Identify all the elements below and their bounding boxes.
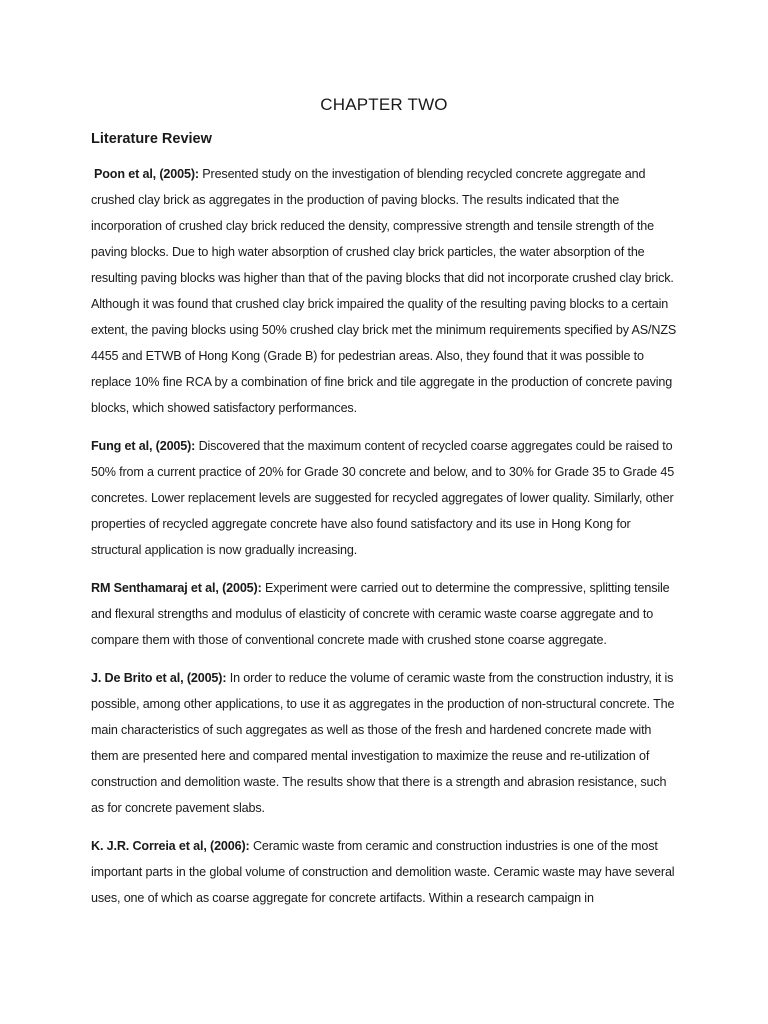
paragraph-text: In order to reduce the volume of ceramic waste from the construction industry, it is possible, among other applications, to use it as aggregates in the production of non-structural concrete. The main characteristics of such aggregates as well as those of the fresh and hardened concrete made with them are presented here and compared mental investigation to maximize the reuse and re-utilization of construction and demolition waste. The results show that there is a strength and abrasion resistance, such as for concrete pavement slabs. xyxy=(91,671,675,815)
paragraph-text: Discovered that the maximum content of recycled coarse aggregates could be raised to 50% from a current practice of 20% for Grade 30 concrete and below, and to 30% for Grade 35 to Grade 45 concretes. Lower replacement levels are suggested for recycled aggregates of lower quality. Similarly, other properties of recycled aggregate concrete have also found satisfactory and its use in Hong Kong for structural application is now gradually increasing. xyxy=(91,439,675,557)
author-citation: Fung et al, (2005): xyxy=(91,439,196,453)
paragraph-poon xyxy=(91,161,681,421)
paragraph-senthamaraj xyxy=(91,575,681,653)
author-citation: Poon et al, (2005): xyxy=(94,167,199,181)
author-citation: J. De Brito et al, (2005): xyxy=(91,671,227,685)
paragraph-text: Ceramic waste from ceramic and construction industries is one of the most important parts in the global volume of construction and demolition waste. Ceramic waste may have several uses, one of which as coarse aggregate for concrete artifacts. Within a research campaign in xyxy=(91,839,675,905)
paragraph-text: Presented study on the investigation of blending recycled concrete aggregate and crushed clay brick as aggregates in the production of paving blocks. The results indicated that the incorporation of crushed clay brick reduced the density, compressive strength and tensile strength of the paving blocks. Due to high water absorption of crushed clay brick particles, the water absorption of the resulting paving blocks was higher than that of the paving blocks that did not incorporate crushed clay brick. Although it was found that crushed clay brick impaired the quality of the resulting paving blocks to a certain extent, the paving blocks using 50% crushed clay brick met the minimum requirements specified by AS/NZS 4455 and ETWB of Hong Kong (Grade B) for pedestrian areas. Also, they found that it was possible to replace 10% fine RCA by a combination of fine brick and tile aggregate in the production of concrete paving blocks, which showed satisfactory performances. xyxy=(91,167,677,415)
author-citation: RM Senthamaraj et al, (2005): xyxy=(91,581,262,595)
author-citation: K. J.R. Correia et al, (2006): xyxy=(91,839,250,853)
document-body xyxy=(91,161,681,923)
paragraph-text: Experiment were carried out to determine the compressive, splitting tensile and flexural strengths and modulus of elasticity of concrete with ceramic waste coarse aggregate and to compare them with those of conventional concrete made with crushed stone coarse aggregate. xyxy=(91,581,670,647)
chapter-title: CHAPTER TWO xyxy=(320,95,448,114)
section-heading: Literature Review xyxy=(91,131,212,147)
paragraph-fung xyxy=(91,433,681,563)
paragraph-de-brito xyxy=(91,665,681,821)
paragraph-correia xyxy=(91,833,681,911)
